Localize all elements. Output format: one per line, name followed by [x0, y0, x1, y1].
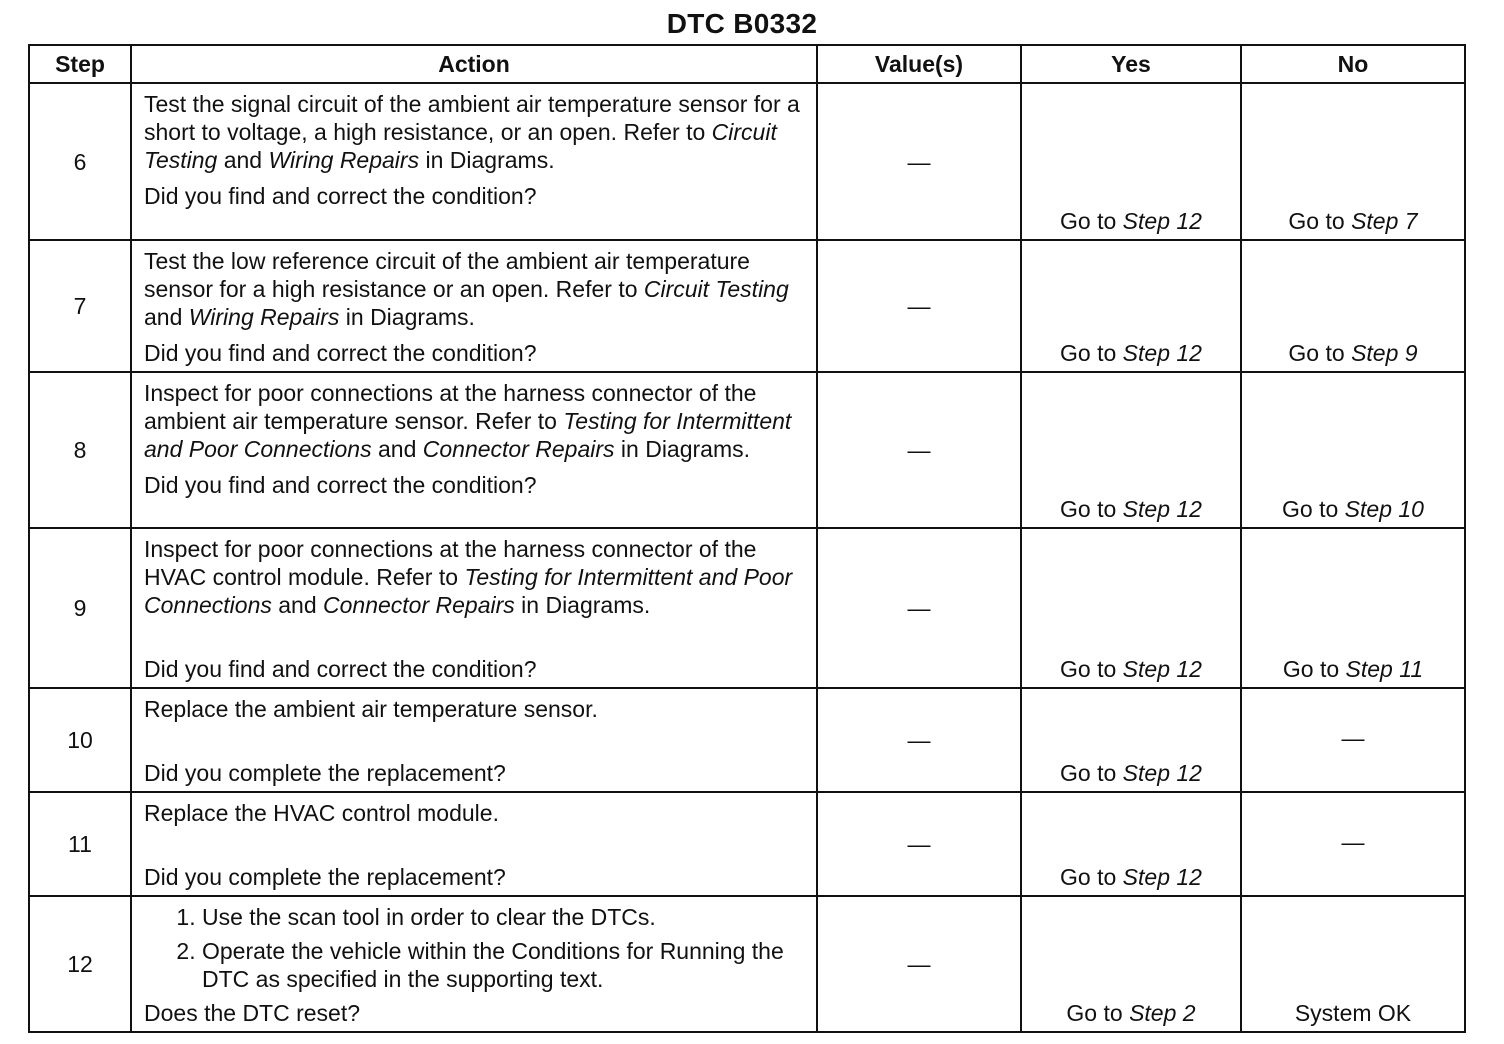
action-cell: [131, 896, 817, 1032]
action-cell: [131, 528, 817, 688]
action-text: Replace the ambient air temperature sensor.: [144, 696, 598, 722]
table-row: [29, 896, 1465, 1032]
value-cell: —: [817, 792, 1021, 896]
value-cell: —: [817, 688, 1021, 792]
header-row: [29, 45, 1465, 83]
table-row: [29, 792, 1465, 896]
yes-cell: Go to Step 2: [1021, 896, 1241, 1032]
step-number: 12: [29, 896, 131, 1032]
action-list: [144, 903, 808, 993]
no-cell: —: [1241, 688, 1465, 792]
step-number: 8: [29, 372, 131, 528]
header-values: Value(s): [817, 45, 1021, 83]
step-number: 9: [29, 528, 131, 688]
no-cell: Go to Step 10: [1241, 372, 1465, 528]
step-number: 10: [29, 688, 131, 792]
action-question: Did you find and correct the condition?: [144, 340, 537, 366]
list-item: 1. Use the scan tool in order to clear the DTCs.: [202, 903, 808, 931]
action-cell: [131, 372, 817, 528]
action-cell: [131, 688, 817, 792]
no-cell: Go to Step 9: [1241, 240, 1465, 372]
header-no: No: [1241, 45, 1465, 83]
no-cell: Go to Step 11: [1241, 528, 1465, 688]
value-cell: —: [817, 240, 1021, 372]
action-question: Did you complete the replacement?: [144, 760, 506, 786]
step-number: 6: [29, 83, 131, 240]
yes-cell: Go to Step 12: [1021, 792, 1241, 896]
table-row: [29, 372, 1465, 528]
value-cell: —: [817, 528, 1021, 688]
action-question: Did you find and correct the condition?: [144, 656, 537, 682]
yes-cell: Go to Step 12: [1021, 240, 1241, 372]
table-row: [29, 688, 1465, 792]
action-text: Inspect for poor connections at the harness connector of the ambient air temperature sensor. Refer to Testing for Intermittent and Poor Connections and Connector Repairs in Diagrams.: [144, 380, 792, 462]
action-question: Did you complete the replacement?: [144, 864, 506, 890]
table-row: [29, 240, 1465, 372]
yes-cell: Go to Step 12: [1021, 83, 1241, 240]
action-text: Test the low reference circuit of the ambient air temperature sensor for a high resistance or an open. Refer to Circuit Testing and Wiring Repairs in Diagrams.: [144, 248, 789, 330]
no-cell: System OK: [1241, 896, 1465, 1032]
action-question: Does the DTC reset?: [144, 1000, 361, 1026]
no-cell: Go to Step 7: [1241, 83, 1465, 240]
no-cell: —: [1241, 792, 1465, 896]
yes-cell: Go to Step 12: [1021, 688, 1241, 792]
action-text: Replace the HVAC control module.: [144, 800, 499, 826]
table-row: [29, 528, 1465, 688]
value-cell: —: [817, 372, 1021, 528]
header-yes: Yes: [1021, 45, 1241, 83]
value-cell: —: [817, 83, 1021, 240]
action-text: Test the signal circuit of the ambient air temperature sensor for a short to voltage, a high resistance, or an open. Refer to Circuit Testing and Wiring Repairs in Diagrams.: [144, 91, 800, 173]
action-cell: [131, 792, 817, 896]
value-cell: —: [817, 896, 1021, 1032]
action-question: Did you find and correct the condition?: [144, 472, 537, 498]
list-item: 2. Operate the vehicle within the Conditions for Running the DTC as specified in the supporting text.: [202, 937, 808, 993]
table-row: [29, 83, 1465, 240]
action-cell: [131, 83, 817, 240]
page-title: DTC B0332: [666, 8, 818, 39]
action-cell: [131, 240, 817, 372]
header-step: Step: [29, 45, 131, 83]
dtc-table: [28, 44, 1466, 1033]
yes-cell: Go to Step 12: [1021, 528, 1241, 688]
step-number: 7: [29, 240, 131, 372]
action-question: Did you find and correct the condition?: [144, 183, 537, 209]
action-text: Inspect for poor connections at the harness connector of the HVAC control module. Refer to Testing for Intermittent and Poor Connections and Connector Repairs in Diagrams.: [144, 536, 793, 618]
step-number: 11: [29, 792, 131, 896]
header-action: Action: [131, 45, 817, 83]
yes-cell: Go to Step 12: [1021, 372, 1241, 528]
